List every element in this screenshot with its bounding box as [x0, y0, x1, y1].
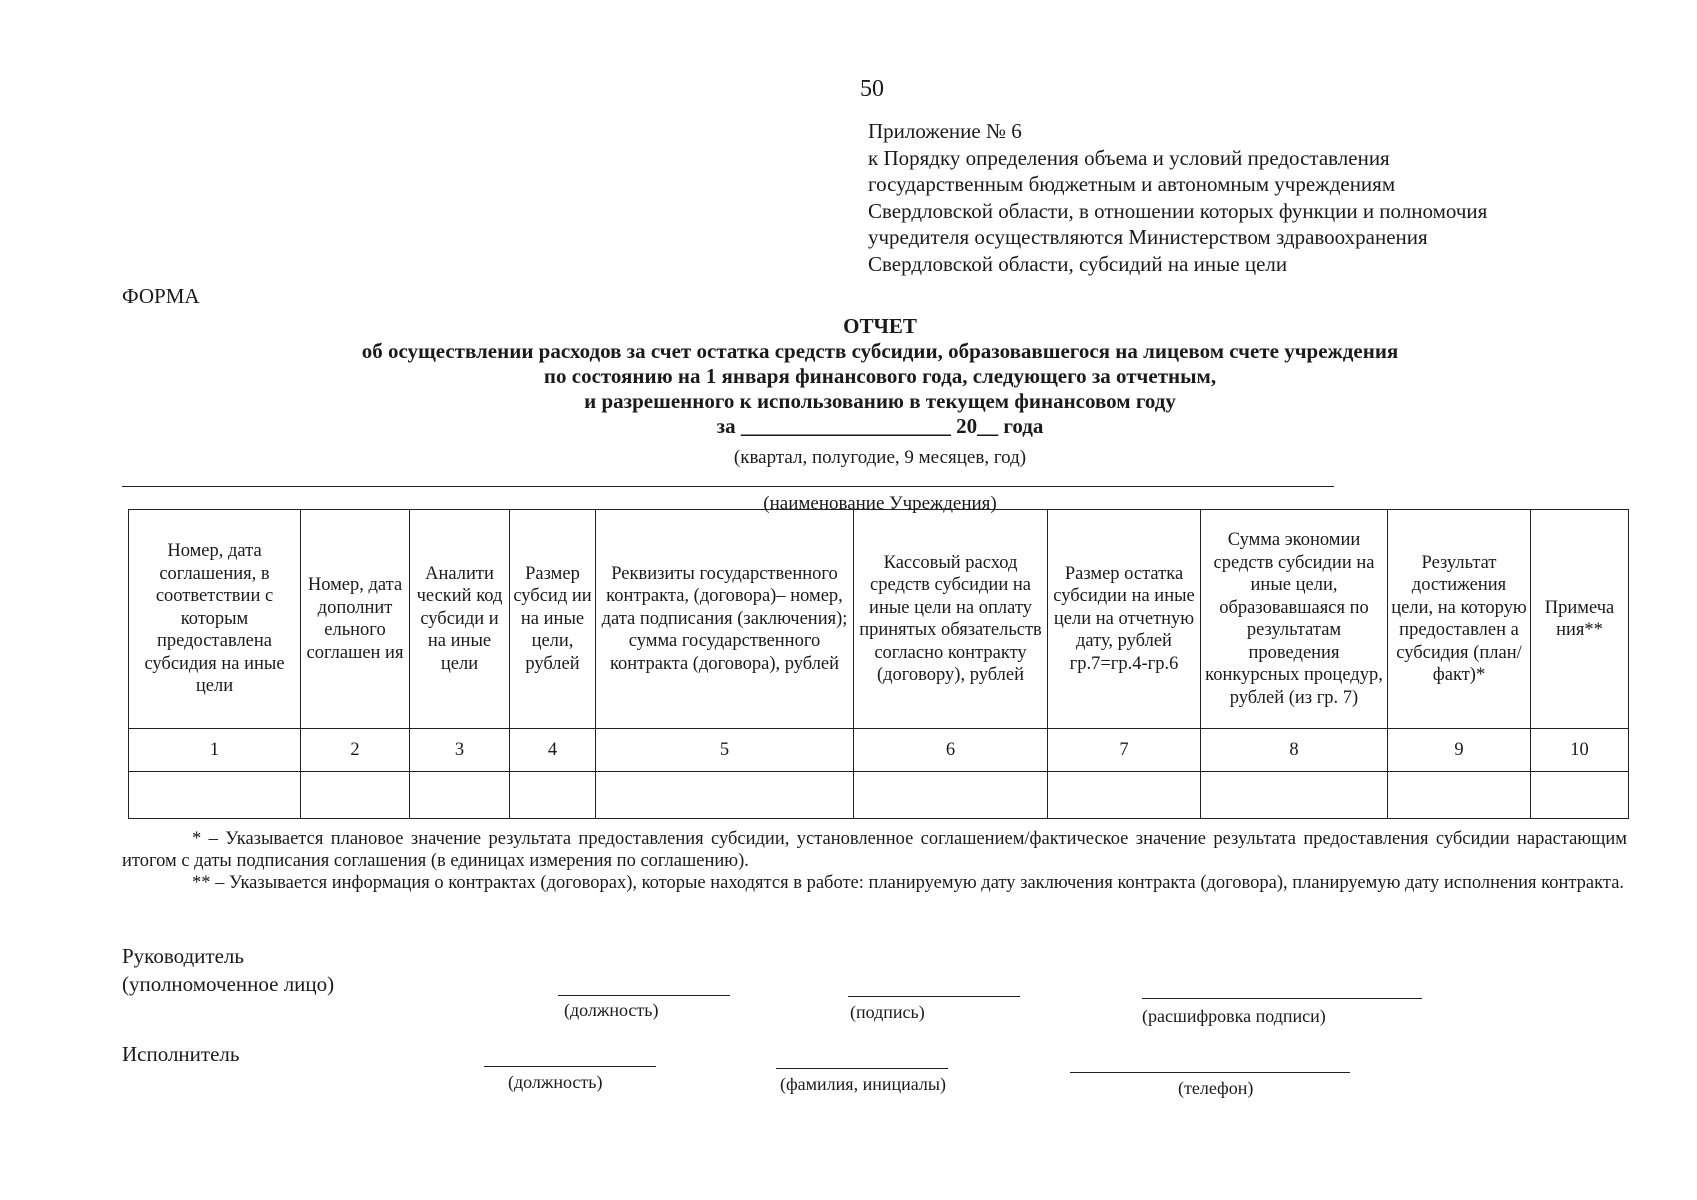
head-label: Руководитель [122, 944, 244, 968]
column-number: 3 [410, 729, 510, 772]
column-number: 6 [854, 729, 1048, 772]
executor-label: Исполнитель [122, 1042, 240, 1066]
table-row [129, 772, 1629, 819]
table-header-row [129, 510, 1629, 729]
report-title [280, 314, 1480, 439]
column-header: Размер субсид ии на иные цели, рублей [510, 510, 596, 729]
column-number: 9 [1388, 729, 1531, 772]
column-header: Реквизиты государственного контракта, (договора)– номер, дата подписания (заключения); сумма государственного контракта (договора), рублей [596, 510, 854, 729]
table-cell [301, 772, 410, 819]
footnotes [122, 828, 1627, 894]
report-table [128, 509, 1629, 819]
head-signature-hint: (подпись) [850, 1002, 925, 1022]
footnote: ** – Указывается информация о контрактах (договорах), которые находятся в работе: планируемую дату заключения контракта (договора), планируемую дату исполнения контракта. [192, 873, 1625, 893]
column-number: 8 [1201, 729, 1388, 772]
appendix-line: Приложение № 6 [868, 119, 1022, 143]
column-number: 4 [510, 729, 596, 772]
title-period-line: за ____________________ 20__ года [716, 414, 1044, 438]
column-header: Номер, дата дополнит ельного соглашен ия [301, 510, 410, 729]
signature-line [776, 1068, 948, 1069]
column-number: 5 [596, 729, 854, 772]
head-sublabel: (уполномоченное лицо) [122, 972, 335, 996]
head-decryption-hint: (расшифровка подписи) [1142, 1006, 1326, 1026]
title-line: об осуществлении расходов за счет остатка средств субсидии, образовавшегося на лицевом счете учреждения [361, 339, 1399, 363]
signature-line [1070, 1072, 1350, 1073]
signature-line [848, 996, 1020, 997]
appendix-line: к Порядку определения объема и условий предоставления [868, 145, 1390, 170]
footnote: * – Указывается плановое значение результата предоставления субсидии, установленное соглашением/фактическое значение результата предоставления субсидии нарастающим итогом с даты подписания соглашения (в единицах измерения по соглашению). [122, 829, 1627, 871]
executor-position-hint: (должность) [508, 1072, 603, 1092]
column-header: Кассовый расход средств субсидии на иные цели на оплату принятых обязательств согласно контракту (договору), рублей [854, 510, 1048, 729]
column-header: Размер остатка субсидии на иные цели на отчетную дату, рублей гр.7=гр.4-гр.6 [1048, 510, 1201, 729]
period-hint: (квартал, полугодие, 9 месяцев, год) [733, 447, 1027, 468]
title-line: ОТЧЕТ [843, 314, 917, 338]
executor-phone-hint: (телефон) [1178, 1078, 1254, 1098]
table-cell [596, 772, 854, 819]
column-number: 2 [301, 729, 410, 772]
column-number: 10 [1531, 729, 1629, 772]
table-cell [1048, 772, 1201, 819]
column-number-row [129, 729, 1629, 772]
column-header: Номер, дата соглашения, в соответствии с которым предоставлена субсидия на иные цели [129, 510, 301, 729]
institution-hint: (наименование Учреждения) [763, 493, 997, 514]
appendix-line: Свердловской области, в отношении которых функции и полномочия [868, 198, 1488, 223]
table-cell [1388, 772, 1531, 819]
title-line: и разрешенного к использованию в текущем финансовом году [584, 389, 1176, 413]
signature-line [1142, 998, 1422, 999]
appendix-line: Свердловской области, субсидий на иные цели [868, 251, 1288, 276]
head-position-hint: (должность) [564, 1000, 659, 1020]
table-cell [410, 772, 510, 819]
signature-line [484, 1066, 656, 1067]
signature-line [558, 995, 730, 996]
title-line: по состоянию на 1 января финансового года, следующего за отчетным, [543, 364, 1217, 388]
appendix-header [868, 118, 1487, 277]
column-header: Аналити ческий код субсиди и на иные цели [410, 510, 510, 729]
appendix-line: государственным бюджетным и автономным учреждениям [868, 172, 1396, 196]
table-cell [854, 772, 1048, 819]
table-cell [510, 772, 596, 819]
column-number: 7 [1048, 729, 1201, 772]
column-header: Сумма экономии средств субсидии на иные цели, образовавшаяся по результатам проведения конкурсных процедур, рублей (из гр. 7) [1201, 510, 1388, 729]
column-header: Примеча ния** [1531, 510, 1629, 729]
table-cell [1201, 772, 1388, 819]
column-header: Результат достижения цели, на которую предоставлен а субсидия (план/факт)* [1388, 510, 1531, 729]
column-number: 1 [129, 729, 301, 772]
page-number: 50 [860, 76, 884, 102]
form-label: ФОРМА [122, 284, 200, 308]
table-cell [1531, 772, 1629, 819]
table-cell [129, 772, 301, 819]
institution-name-line [122, 486, 1334, 487]
appendix-line: учредителя осуществляются Министерством здравоохранения [868, 225, 1428, 249]
executor-name-hint: (фамилия, инициалы) [780, 1074, 946, 1094]
